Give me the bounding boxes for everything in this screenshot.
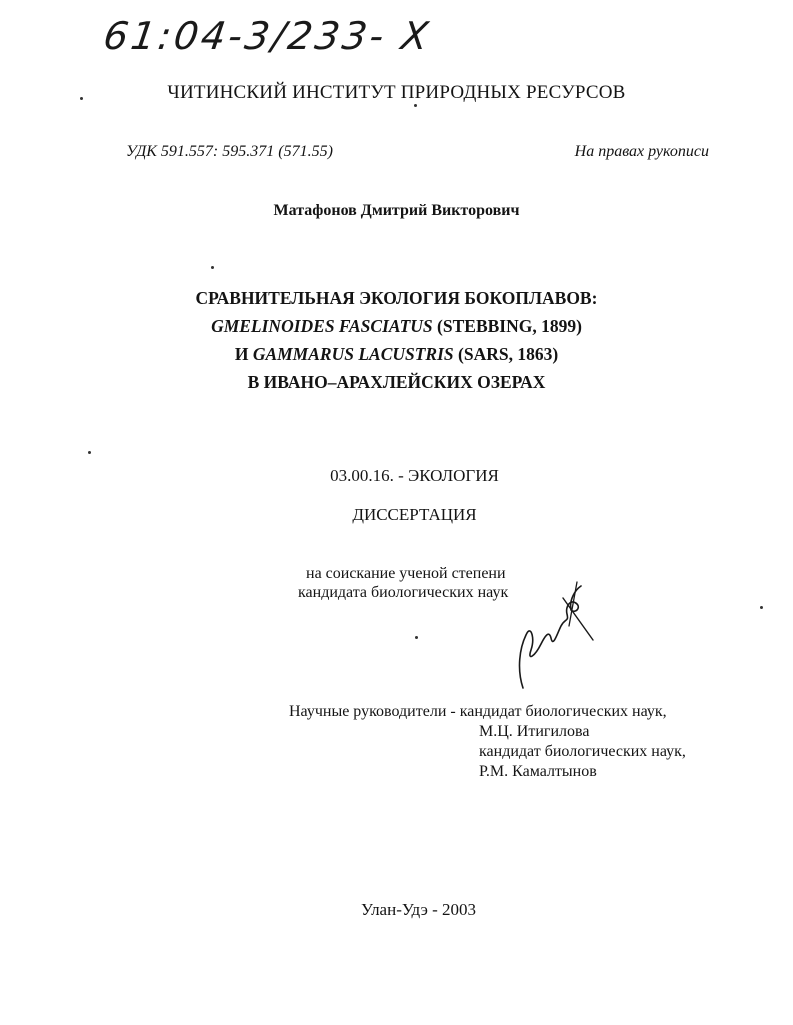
species-author-1: (STEBBING, 1899) — [432, 316, 582, 336]
specialty-code: 03.00.16. - ЭКОЛОГИЯ — [330, 466, 499, 485]
supervisor-1-name: М.Ц. Итигилова — [479, 723, 590, 740]
author-signature — [505, 578, 605, 693]
degree-line-1: на соискание ученой степени — [306, 565, 506, 582]
supervisor-2-name: Р.М. Камалтынов — [479, 763, 597, 780]
dissertation-title — [0, 284, 793, 396]
title-line-3 — [0, 340, 793, 368]
species-gmelinoides: GMELINOIDES FASCIATUS — [211, 316, 433, 336]
author-name: Матафонов Дмитрий Викторович — [273, 202, 520, 219]
species-author-2: (SARS, 1863) — [453, 344, 559, 364]
degree-line-2: кандидата биологических наук — [298, 584, 509, 601]
manuscript-rights: На правах рукописи — [574, 143, 709, 160]
supervisors-line-1 — [289, 703, 667, 721]
place-and-year: Улан-Удэ - 2003 — [360, 900, 477, 919]
scan-speck — [88, 451, 91, 454]
species-gammarus: GAMMARUS LACUSTRIS — [252, 344, 454, 364]
document-type: ДИССЕРТАЦИЯ — [352, 505, 477, 524]
title-line-2 — [0, 312, 793, 340]
institution-name: ЧИТИНСКИЙ ИНСТИТУТ ПРИРОДНЫХ РЕСУРСОВ — [167, 82, 626, 103]
supervisors-label: Научные руководители - — [289, 703, 460, 720]
archive-code-handwritten: 61:04-3/233- X — [100, 14, 434, 58]
title-conjunction: И — [234, 344, 253, 364]
scan-speck — [415, 636, 418, 639]
scan-speck — [211, 266, 214, 269]
udk-code: УДК 591.557: 595.371 (571.55) — [126, 143, 333, 160]
scan-speck — [760, 606, 763, 609]
scan-speck — [414, 104, 417, 107]
supervisor-2-degree: кандидат биологических наук, — [479, 743, 686, 760]
supervisor-1-degree: кандидат биологических наук, — [459, 703, 667, 720]
title-line-1: СРАВНИТЕЛЬНАЯ ЭКОЛОГИЯ БОКОПЛАВОВ: — [195, 288, 598, 308]
scan-speck — [80, 97, 83, 100]
title-line-4: В ИВАНО–АРАХЛЕЙСКИХ ОЗЕРАХ — [247, 372, 546, 392]
